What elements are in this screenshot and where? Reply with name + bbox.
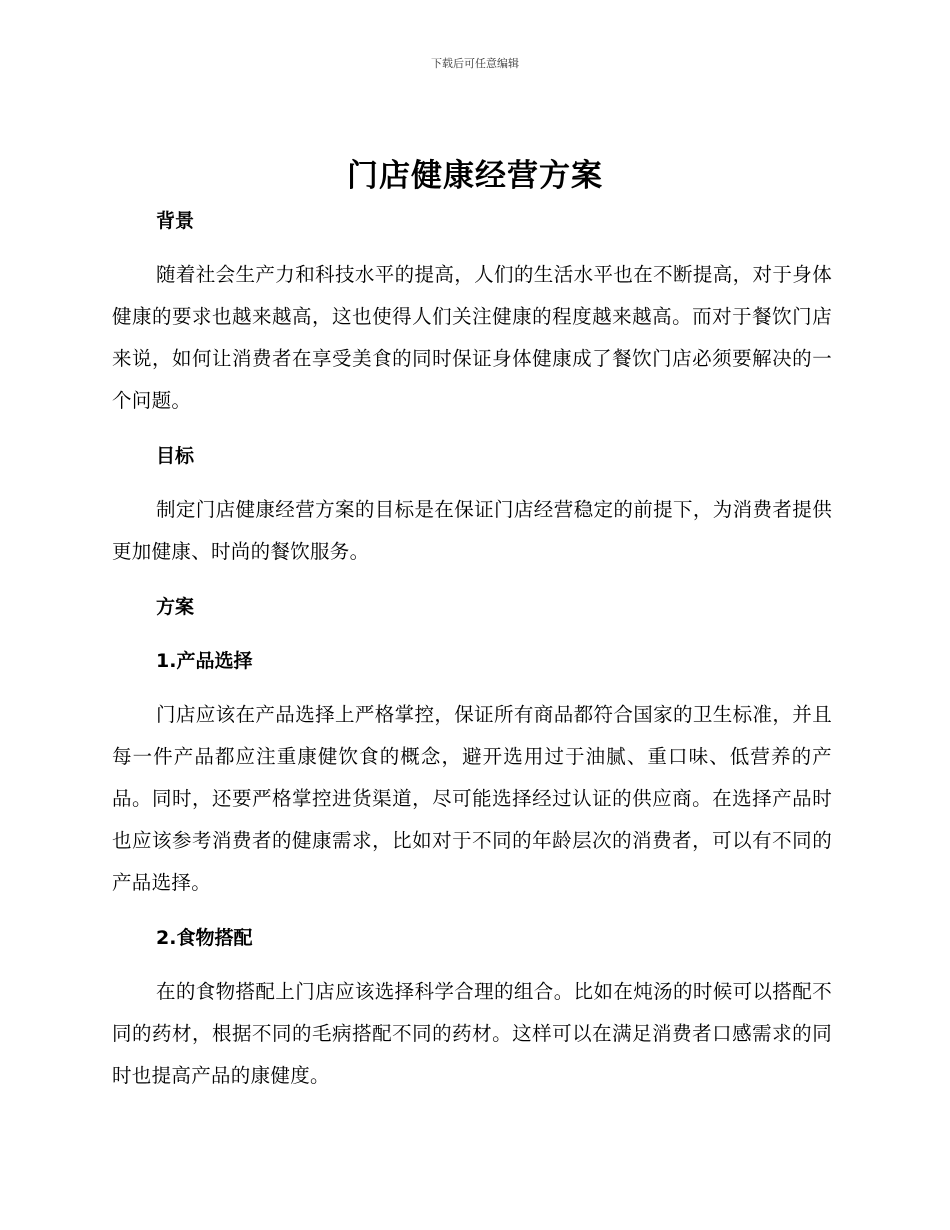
section-heading-goal: 目标 xyxy=(156,445,195,467)
header-note: 下载后可任意编辑 xyxy=(431,57,519,70)
paragraph-goal: 制定门店健康经营方案的目标是在保证门店经营稳定的前提下，为消费者提供更加健康、时尚的餐饮服务。 xyxy=(112,498,832,563)
paragraph-food: 在的食物搭配上门店应该选择科学合理的组合。比如在炖汤的时候可以搭配不同的药材，根据不同的毛病搭配不同的药材。这样可以在满足消费者口感需求的同时也提高产品的康健度。 xyxy=(112,980,832,1087)
subsection-heading-product: 1.产品选择 xyxy=(156,650,253,672)
subsection-heading-food: 2.食物搭配 xyxy=(156,927,253,949)
paragraph-background: 随着社会生产力和科技水平的提高，人们的生活水平也在不断提高，对于身体健康的要求也越来越高，这也使得人们关注健康的程度越来越高。而对于餐饮门店来说，如何让消费者在享受美食的同时保证身体健康成了餐饮门店必须要解决的一个问题。 xyxy=(112,263,832,412)
document-body xyxy=(112,200,832,1097)
paragraph-product: 门店应该在产品选择上严格掌控，保证所有商品都符合国家的卫生标准，并且每一件产品都应注重康健饮食的概念，避开选用过于油腻、重口味、低营养的产品。同时，还要严格掌控进货渠道，尽可能选择经过认证的供应商。在选择产品时也应该参考消费者的健康需求，比如对于不同的年龄层次的消费者，可以有不同的产品选择。 xyxy=(112,703,832,894)
document-title: 门店健康经营方案 xyxy=(347,158,603,194)
section-heading-plan: 方案 xyxy=(156,596,195,618)
section-heading-background: 背景 xyxy=(156,210,195,232)
